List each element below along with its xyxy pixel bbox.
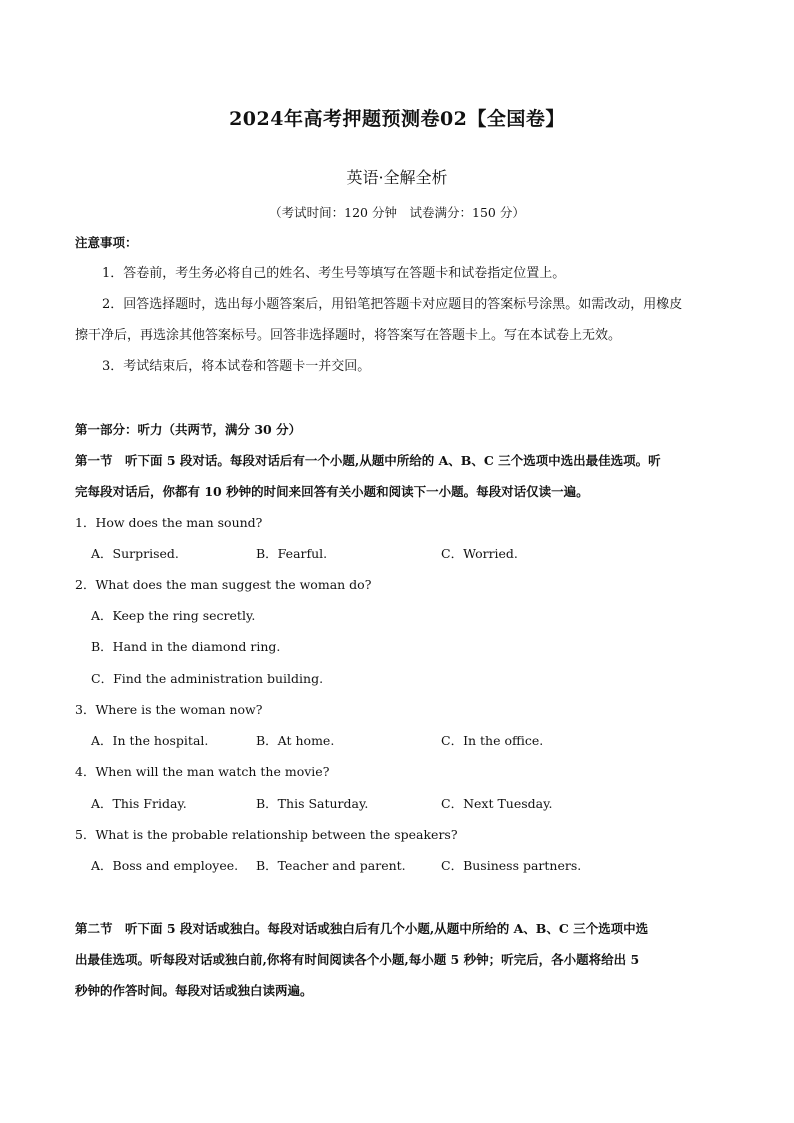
q5-option-b: B．Teacher and parent. [256, 858, 406, 873]
q1-option-a: A．Surprised. [91, 546, 179, 561]
q2-option-c: C．Find the administration building. [91, 671, 324, 686]
q4-option-b: B．This Saturday. [256, 796, 369, 811]
section1-instructions-line1: 第一节 听下面 5 段对话。每段对话后有一个小题,从题中所给的 A、B、C 三个选项中选出最佳选项。听 [75, 453, 661, 468]
page-subtitle: 英语·全解全析 [346, 168, 448, 187]
q3-option-c: C．In the office. [441, 733, 544, 748]
section2-instructions-line1: 第二节 听下面 5 段对话或独白。每段对话或独白后有几个小题,从题中所给的 A、B、C 三个选项中选 [75, 921, 649, 936]
section2-instructions-line3: 秒钟的作答时间。每段对话或独白读两遍。 [75, 983, 313, 998]
q4-option-c: C．Next Tuesday. [441, 796, 553, 811]
q1-option-b: B．Fearful. [256, 546, 328, 561]
q5-option-a: A．Boss and employee. [91, 858, 239, 873]
part1-heading: 第一部分：听力（共两节，满分 30 分） [75, 422, 302, 437]
q5-option-c: C．Business partners. [441, 858, 582, 873]
q1-option-c: C．Worried. [441, 546, 518, 561]
note-item-2-cont: 擦干净后，再选涂其他答案标号。回答非选择题时，将答案写在答题卡上。写在本试卷上无效。 [75, 328, 622, 343]
notes-heading: 注意事项： [75, 235, 138, 250]
section1-instructions-line2: 完每段对话后，你都有 10 秒钟的时间来回答有关小题和阅读下一小题。每段对话仅读一遍。 [75, 484, 589, 499]
section2-instructions-line2: 出最佳选项。听每段对话或独白前,你将有时间阅读各个小题,每小题 5 秒钟；听完后，各小题将给出 5 [75, 952, 640, 967]
exam-info: （考试时间：120 分钟 试卷满分：150 分） [269, 205, 525, 220]
question-2: 2．What does the man suggest the woman do? [75, 577, 372, 592]
q4-option-a: A．This Friday. [91, 796, 187, 811]
q2-option-a: A．Keep the ring secretly. [91, 608, 256, 623]
question-5: 5．What is the probable relationship between the speakers? [75, 827, 458, 842]
note-item-3: 3．考试结束后，将本试卷和答题卡一并交回。 [102, 359, 371, 374]
q3-option-b: B．At home. [256, 733, 335, 748]
note-item-2: 2．回答选择题时，选出每小题答案后，用铅笔把答题卡对应题目的答案标号涂黑。如需改动，用橡皮 [102, 297, 683, 312]
page-title: 2024年高考押题预测卷02【全国卷】 [229, 108, 565, 130]
q2-option-b: B．Hand in the diamond ring. [91, 639, 281, 654]
question-3: 3．Where is the woman now? [75, 702, 263, 717]
note-item-1: 1．答卷前，考生务必将自己的姓名、考生号等填写在答题卡和试卷指定位置上。 [102, 266, 566, 281]
q3-option-a: A．In the hospital. [91, 733, 209, 748]
question-4: 4．When will the man watch the movie? [75, 764, 330, 779]
question-1: 1．How does the man sound? [75, 515, 263, 530]
